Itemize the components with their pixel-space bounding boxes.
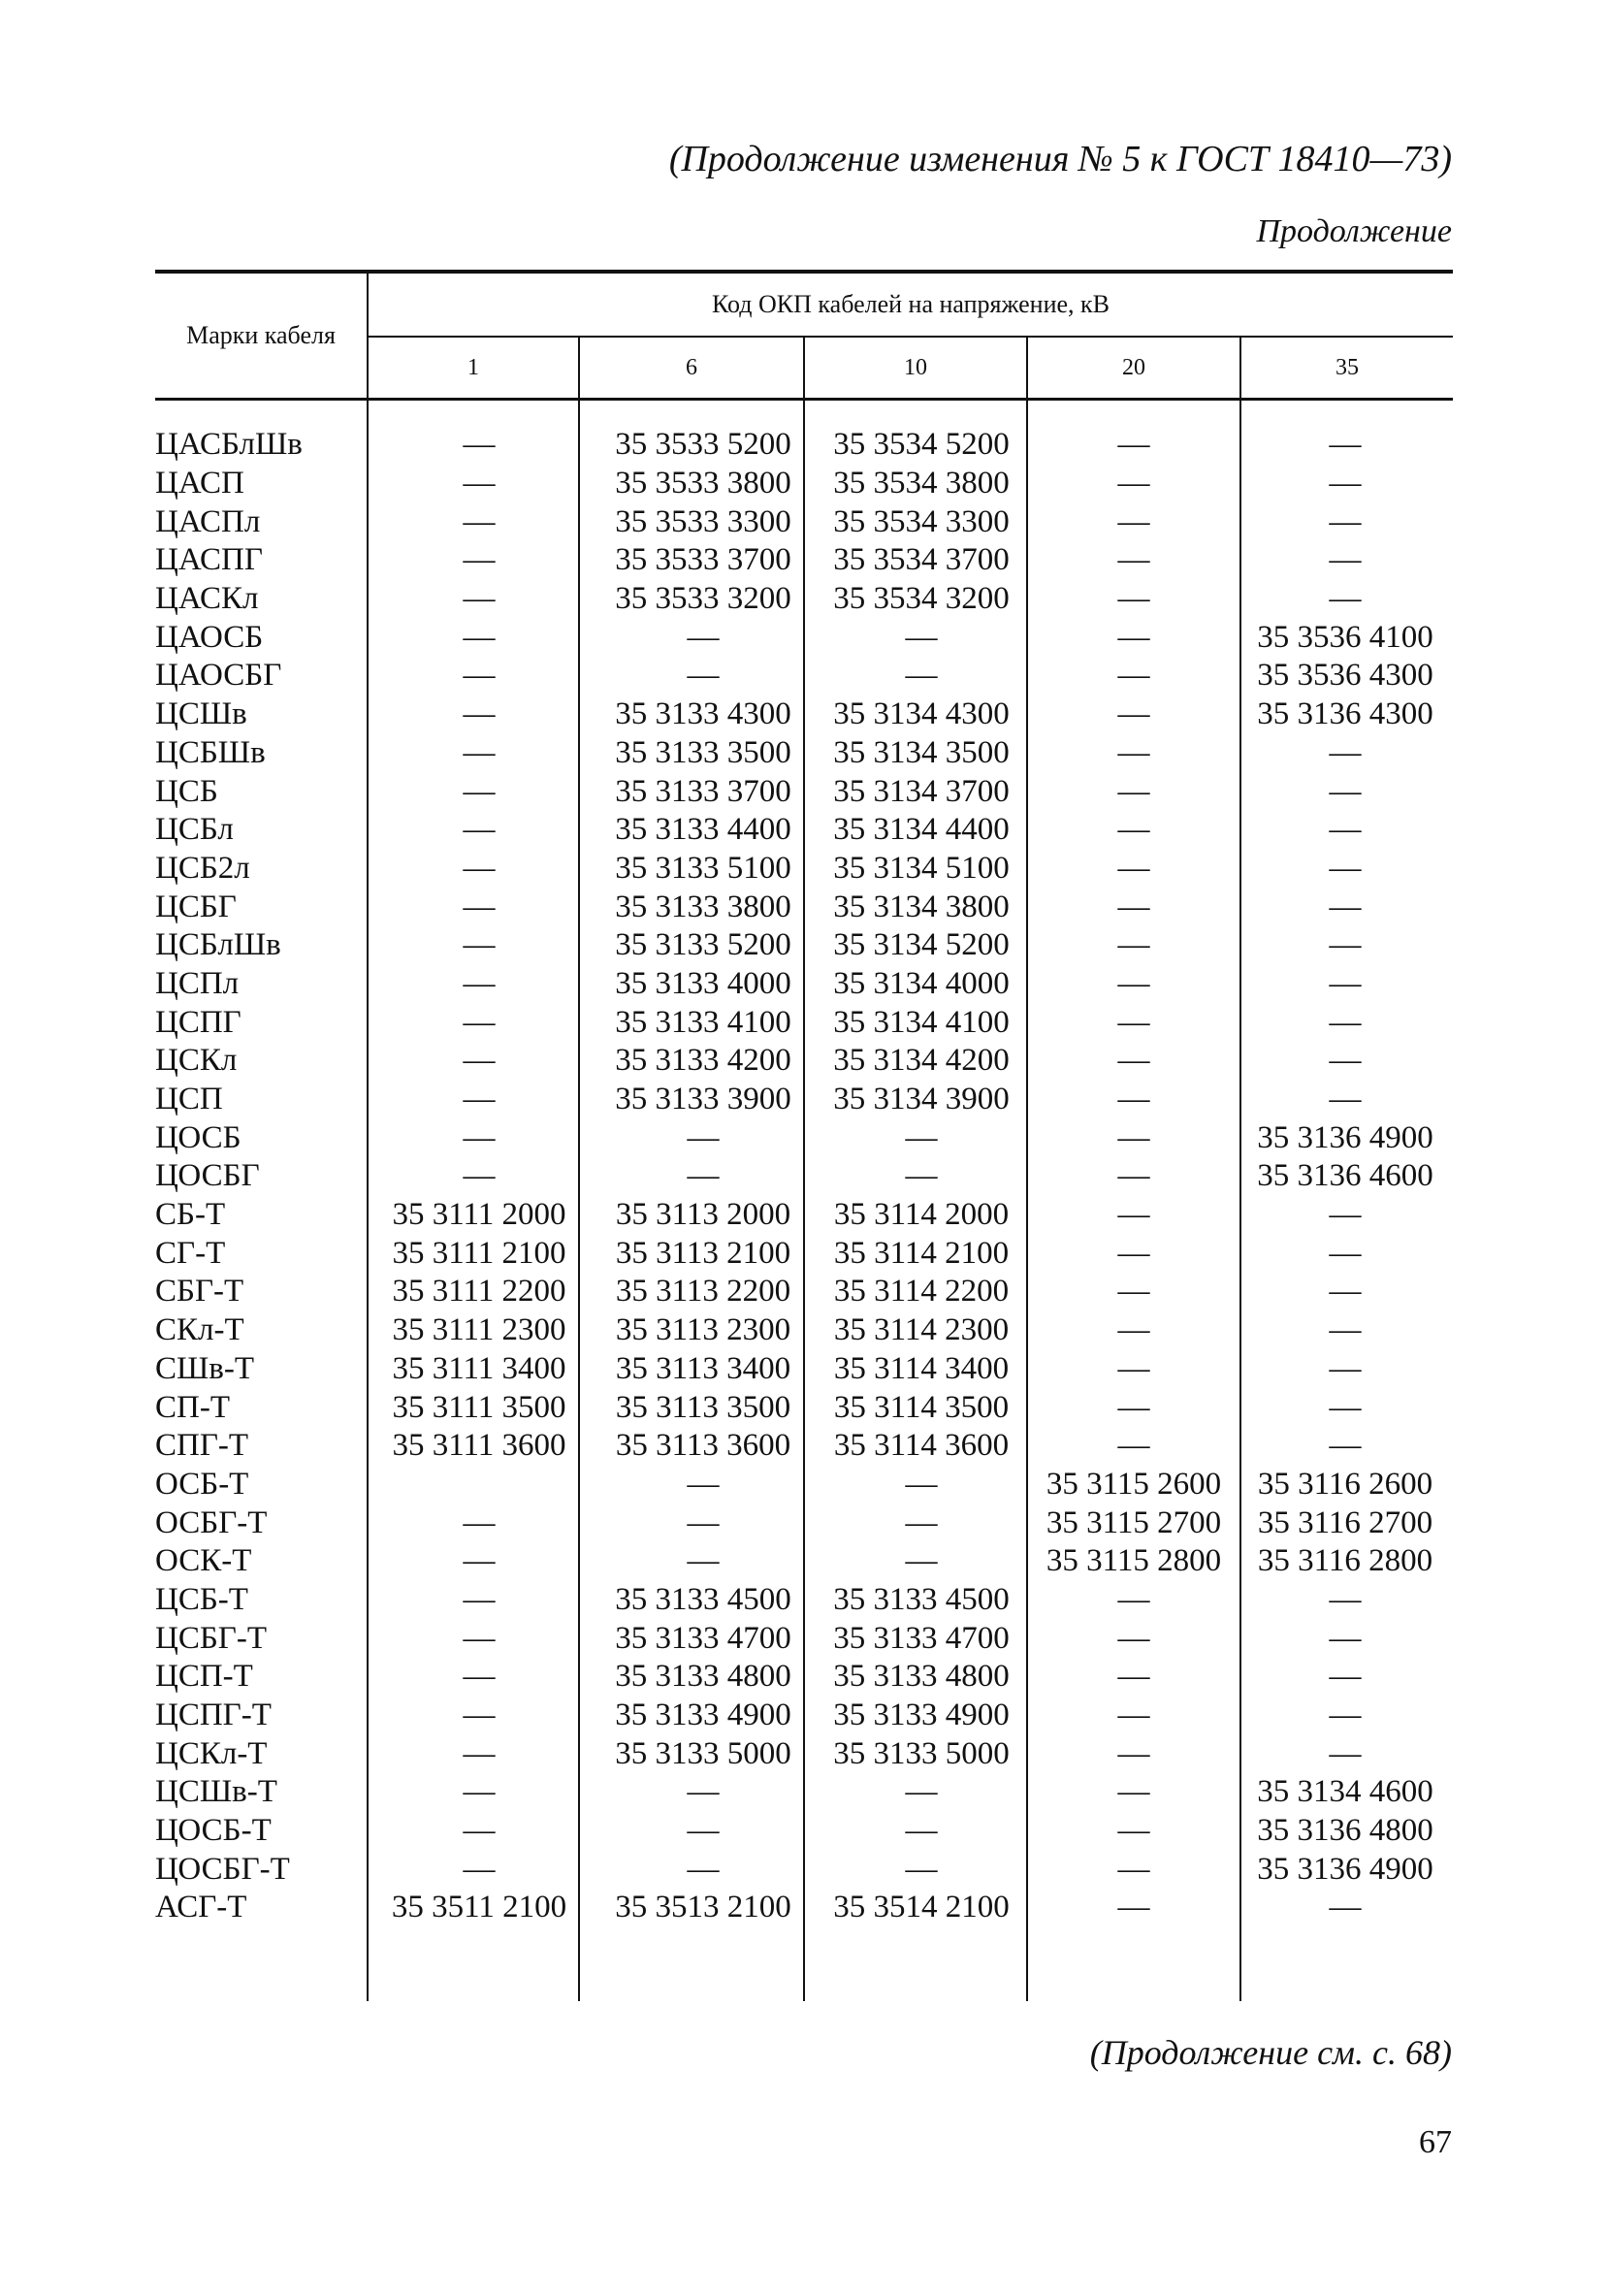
okp-code-6kv: 35 3133 3500 xyxy=(615,734,791,770)
okp-code-1kv: — xyxy=(463,1119,496,1155)
okp-code-35kv: — xyxy=(1329,1428,1362,1464)
okp-code-35kv: 35 3136 4300 xyxy=(1257,696,1433,732)
voltage-header-20: 20 xyxy=(1122,354,1145,380)
cable-brand: ЦСБ xyxy=(155,773,218,809)
okp-code-10kv: 35 3534 3300 xyxy=(833,503,1010,539)
okp-code-10kv: — xyxy=(905,1158,938,1194)
okp-code-10kv: 35 3133 4800 xyxy=(833,1659,1010,1695)
okp-code-1kv: — xyxy=(463,965,496,1001)
okp-code-35kv: — xyxy=(1329,812,1362,848)
cable-brand: СШв-Т xyxy=(155,1350,255,1386)
okp-code-20kv: — xyxy=(1117,503,1150,539)
okp-code-6kv: 35 3533 3200 xyxy=(615,581,791,617)
okp-code-1kv: — xyxy=(463,658,496,694)
okp-code-20kv: — xyxy=(1117,812,1150,848)
cable-brand: СБ-Т xyxy=(155,1197,226,1233)
okp-code-6kv: 35 3513 2100 xyxy=(615,1890,791,1925)
okp-code-20kv: — xyxy=(1117,696,1150,732)
okp-code-35kv: — xyxy=(1329,1735,1362,1771)
okp-code-35kv: — xyxy=(1329,773,1362,809)
okp-code-6kv: — xyxy=(687,1543,720,1579)
okp-code-35kv: — xyxy=(1329,503,1362,539)
okp-code-35kv: — xyxy=(1329,734,1362,770)
cable-brand: СПГ-Т xyxy=(155,1428,249,1464)
okp-code-6kv: 35 3133 3800 xyxy=(615,889,791,924)
okp-code-1kv: — xyxy=(463,1735,496,1771)
okp-code-10kv: 35 3114 2000 xyxy=(833,1197,1010,1233)
cable-brand: ЦАОСБ xyxy=(155,619,264,655)
okp-code-20kv: — xyxy=(1117,1350,1150,1386)
cable-brand: ЦАСП xyxy=(155,466,244,501)
okp-code-20kv: — xyxy=(1117,1082,1150,1117)
okp-code-table xyxy=(155,270,1453,2001)
okp-code-35kv: — xyxy=(1329,965,1362,1001)
okp-code-20kv: — xyxy=(1117,581,1150,617)
okp-code-10kv: 35 3134 3700 xyxy=(833,773,1010,809)
okp-code-1kv: 35 3111 2000 xyxy=(392,1197,566,1233)
okp-code-35kv: — xyxy=(1329,1274,1362,1310)
okp-code-6kv: — xyxy=(687,1466,720,1502)
cable-brand: ЦСШв-Т xyxy=(155,1774,277,1810)
okp-code-1kv: — xyxy=(463,503,496,539)
okp-code-10kv: 35 3134 4300 xyxy=(833,696,1010,732)
okp-code-6kv: 35 3133 4800 xyxy=(615,1659,791,1695)
okp-code-10kv: 35 3534 5200 xyxy=(833,427,1010,463)
okp-code-20kv: — xyxy=(1117,1659,1150,1695)
okp-code-35kv: — xyxy=(1329,427,1362,463)
okp-code-20kv: — xyxy=(1117,1043,1150,1079)
okp-code-6kv: 35 3133 3900 xyxy=(615,1082,791,1117)
okp-code-20kv: — xyxy=(1117,619,1150,655)
column-divider xyxy=(367,401,369,2001)
okp-code-6kv: 35 3533 5200 xyxy=(615,427,791,463)
okp-code-1kv: — xyxy=(463,581,496,617)
table-header xyxy=(155,270,1453,401)
okp-code-6kv: — xyxy=(687,1504,720,1540)
column-divider xyxy=(578,401,580,2001)
okp-code-1kv: — xyxy=(463,734,496,770)
okp-code-20kv: — xyxy=(1117,889,1150,924)
cable-brand: ОСБ-Т xyxy=(155,1466,249,1502)
okp-code-35kv: — xyxy=(1329,1581,1362,1617)
okp-code-20kv: — xyxy=(1117,1004,1150,1040)
okp-code-35kv: — xyxy=(1329,1350,1362,1386)
okp-code-35kv: 35 3536 4100 xyxy=(1257,619,1433,655)
okp-code-20kv: — xyxy=(1117,542,1150,578)
okp-code-1kv: 35 3111 2200 xyxy=(392,1274,566,1310)
okp-code-1kv: — xyxy=(463,1851,496,1887)
okp-code-1kv: — xyxy=(463,1043,496,1079)
okp-code-1kv: 35 3111 2300 xyxy=(392,1312,566,1348)
column-divider xyxy=(1239,401,1241,2001)
okp-code-1kv: 35 3111 3400 xyxy=(392,1350,566,1386)
okp-code-1kv: — xyxy=(463,1581,496,1617)
okp-code-10kv: 35 3514 2100 xyxy=(833,1890,1010,1925)
okp-code-6kv: 35 3113 3400 xyxy=(615,1350,791,1386)
okp-code-6kv: 35 3133 5000 xyxy=(615,1735,791,1771)
cable-brand: ОСБГ-Т xyxy=(155,1504,268,1540)
okp-code-35kv: 35 3136 4800 xyxy=(1257,1813,1433,1849)
okp-code-20kv: — xyxy=(1117,850,1150,886)
okp-code-35kv: 35 3136 4900 xyxy=(1257,1119,1433,1155)
okp-code-6kv: — xyxy=(687,1158,720,1194)
okp-code-20kv: — xyxy=(1117,1119,1150,1155)
okp-code-35kv: — xyxy=(1329,1082,1362,1117)
okp-code-1kv: — xyxy=(463,1659,496,1695)
okp-code-20kv: 35 3115 2600 xyxy=(1046,1466,1222,1502)
okp-code-1kv: — xyxy=(463,1158,496,1194)
okp-code-35kv: — xyxy=(1329,1698,1362,1733)
okp-code-35kv: — xyxy=(1329,889,1362,924)
okp-code-35kv: — xyxy=(1329,466,1362,501)
okp-code-6kv: 35 3533 3300 xyxy=(615,503,791,539)
okp-code-1kv: 35 3111 3500 xyxy=(392,1389,566,1425)
cable-brand: ЦАСПл xyxy=(155,503,261,539)
okp-code-20kv: — xyxy=(1117,965,1150,1001)
column-divider xyxy=(1026,401,1028,2001)
okp-code-6kv: 35 3113 3600 xyxy=(615,1428,791,1464)
okp-code-35kv: — xyxy=(1329,581,1362,617)
okp-code-20kv: — xyxy=(1117,1312,1150,1348)
okp-code-1kv: — xyxy=(463,1774,496,1810)
cable-brand: ЦОСБГ xyxy=(155,1158,260,1194)
okp-code-1kv: — xyxy=(463,619,496,655)
cable-brand: ЦОСБГ-Т xyxy=(155,1851,290,1887)
okp-code-35kv: — xyxy=(1329,1197,1362,1233)
okp-code-10kv: 35 3134 3900 xyxy=(833,1082,1010,1117)
okp-code-20kv: — xyxy=(1117,1274,1150,1310)
cable-brand: СГ-Т xyxy=(155,1235,226,1271)
okp-code-20kv: — xyxy=(1117,427,1150,463)
okp-code-20kv: — xyxy=(1117,658,1150,694)
okp-code-10kv: 35 3534 3700 xyxy=(833,542,1010,578)
cable-brand: ЦАСКл xyxy=(155,581,259,617)
okp-code-1kv: — xyxy=(463,427,496,463)
amendment-note: (Продолжение изменения № 5 к ГОСТ 18410—73) xyxy=(668,139,1452,179)
okp-code-10kv: 35 3114 3600 xyxy=(833,1428,1010,1464)
cable-brand: СКл-Т xyxy=(155,1312,244,1348)
cable-brand: ЦОСБ-Т xyxy=(155,1813,272,1849)
okp-code-1kv: — xyxy=(463,696,496,732)
okp-code-35kv: — xyxy=(1329,1312,1362,1348)
okp-code-6kv: 35 3133 4700 xyxy=(615,1620,791,1656)
okp-code-10kv: — xyxy=(905,619,938,655)
okp-code-10kv: — xyxy=(905,1851,938,1887)
okp-code-6kv: 35 3113 2200 xyxy=(615,1274,791,1310)
cable-brand: ЦСБ2л xyxy=(155,850,250,886)
okp-code-6kv: 35 3533 3700 xyxy=(615,542,791,578)
cable-brand: ЦСБл xyxy=(155,812,234,848)
okp-code-35kv: — xyxy=(1329,1890,1362,1925)
okp-code-1kv: — xyxy=(463,1620,496,1656)
cable-brand: ЦАСБлШв xyxy=(155,427,303,463)
okp-code-10kv: 35 3134 4400 xyxy=(833,812,1010,848)
okp-code-20kv: — xyxy=(1117,1851,1150,1887)
okp-code-10kv: 35 3133 4500 xyxy=(833,1581,1010,1617)
okp-code-20kv: 35 3115 2700 xyxy=(1046,1504,1222,1540)
okp-code-10kv: — xyxy=(905,1119,938,1155)
okp-code-6kv: 35 3133 4100 xyxy=(615,1004,791,1040)
cable-brand: ЦСКл xyxy=(155,1043,238,1079)
okp-code-1kv: 35 3111 3600 xyxy=(392,1428,566,1464)
cable-brand: ЦСПл xyxy=(155,965,240,1001)
cable-brand: СП-Т xyxy=(155,1389,230,1425)
voltage-header-1: 1 xyxy=(467,354,479,380)
okp-code-35kv: — xyxy=(1329,1389,1362,1425)
cable-brand: ЦСПГ xyxy=(155,1004,241,1040)
okp-code-10kv: 35 3534 3200 xyxy=(833,581,1010,617)
okp-code-6kv: 35 3133 4900 xyxy=(615,1698,791,1733)
okp-code-6kv: — xyxy=(687,1851,720,1887)
okp-code-6kv: 35 3133 5100 xyxy=(615,850,791,886)
okp-code-6kv: — xyxy=(687,658,720,694)
okp-code-35kv: — xyxy=(1329,1043,1362,1079)
okp-code-1kv: — xyxy=(463,1082,496,1117)
cable-brand: ЦСБГ-Т xyxy=(155,1620,268,1656)
cable-brand: ЦОСБ xyxy=(155,1119,241,1155)
okp-code-10kv: 35 3134 4100 xyxy=(833,1004,1010,1040)
okp-code-10kv: 35 3114 3500 xyxy=(833,1389,1010,1425)
okp-code-10kv: — xyxy=(905,1774,938,1810)
okp-code-35kv: — xyxy=(1329,1004,1362,1040)
okp-code-20kv: — xyxy=(1117,1735,1150,1771)
okp-code-35kv: — xyxy=(1329,1235,1362,1271)
cable-brand: ЦАСПГ xyxy=(155,542,263,578)
okp-code-10kv: 35 3133 4900 xyxy=(833,1698,1010,1733)
column-divider xyxy=(803,401,805,2001)
okp-code-10kv: 35 3133 4700 xyxy=(833,1620,1010,1656)
okp-code-6kv: 35 3113 2100 xyxy=(615,1235,791,1271)
okp-code-10kv: 35 3534 3800 xyxy=(833,466,1010,501)
okp-code-1kv: — xyxy=(463,850,496,886)
okp-code-10kv: 35 3114 2200 xyxy=(833,1274,1010,1310)
okp-code-20kv: — xyxy=(1117,1389,1150,1425)
okp-code-10kv: 35 3134 4000 xyxy=(833,965,1010,1001)
okp-code-20kv: — xyxy=(1117,1813,1150,1849)
okp-code-35kv: — xyxy=(1329,1659,1362,1695)
okp-code-1kv: 35 3111 2100 xyxy=(392,1235,566,1271)
okp-code-35kv: 35 3136 4600 xyxy=(1257,1158,1433,1194)
continuation-label: Продолжение xyxy=(1256,213,1452,249)
okp-code-10kv: 35 3134 5100 xyxy=(833,850,1010,886)
cable-brand: АСГ-Т xyxy=(155,1890,247,1925)
okp-code-1kv: 35 3511 2100 xyxy=(391,1890,567,1925)
okp-code-20kv: — xyxy=(1117,1581,1150,1617)
okp-code-1kv: — xyxy=(463,1504,496,1540)
okp-code-1kv: — xyxy=(463,812,496,848)
okp-code-35kv: 35 3134 4600 xyxy=(1257,1774,1433,1810)
okp-code-6kv: 35 3133 4400 xyxy=(615,812,791,848)
cable-brand: ЦСБ-Т xyxy=(155,1581,248,1617)
okp-code-6kv: 35 3533 3800 xyxy=(615,466,791,501)
okp-code-35kv: 35 3536 4300 xyxy=(1257,658,1433,694)
brand-column-header: Марки кабеля xyxy=(186,321,336,349)
okp-code-35kv: — xyxy=(1329,850,1362,886)
okp-code-10kv: 35 3114 2100 xyxy=(833,1235,1010,1271)
continued-on-note: (Продолжение см. с. 68) xyxy=(1089,2033,1452,2072)
okp-code-1kv: — xyxy=(463,889,496,924)
okp-code-10kv: — xyxy=(905,1813,938,1849)
okp-code-6kv: — xyxy=(687,1119,720,1155)
cable-brand: ЦСПГ-Т xyxy=(155,1698,272,1733)
okp-code-35kv: 35 3116 2700 xyxy=(1257,1504,1433,1540)
okp-code-35kv: 35 3116 2800 xyxy=(1257,1543,1433,1579)
okp-code-35kv: — xyxy=(1329,542,1362,578)
okp-code-20kv: — xyxy=(1117,927,1150,963)
okp-code-6kv: 35 3113 3500 xyxy=(615,1389,791,1425)
okp-code-10kv: — xyxy=(905,658,938,694)
okp-code-20kv: — xyxy=(1117,1428,1150,1464)
okp-code-20kv: — xyxy=(1117,1890,1150,1925)
cable-brand: ЦСШв xyxy=(155,696,247,732)
okp-code-20kv: — xyxy=(1117,1698,1150,1733)
cable-brand: ЦАОСБГ xyxy=(155,658,282,694)
voltage-group-header: Код ОКП кабелей на напряжение, кВ xyxy=(369,274,1453,338)
okp-code-6kv: 35 3133 3700 xyxy=(615,773,791,809)
okp-code-6kv: — xyxy=(687,1774,720,1810)
okp-code-20kv: — xyxy=(1117,1197,1150,1233)
okp-code-20kv: — xyxy=(1117,773,1150,809)
okp-code-10kv: 35 3114 3400 xyxy=(833,1350,1010,1386)
okp-code-1kv: — xyxy=(463,1698,496,1733)
okp-code-20kv: — xyxy=(1117,1620,1150,1656)
okp-code-1kv: — xyxy=(463,1543,496,1579)
okp-code-10kv: — xyxy=(905,1504,938,1540)
cable-brand: ЦСП-Т xyxy=(155,1659,253,1695)
voltage-header-6: 6 xyxy=(686,354,697,380)
okp-code-1kv: — xyxy=(463,773,496,809)
okp-code-10kv: — xyxy=(905,1543,938,1579)
okp-code-6kv: — xyxy=(687,619,720,655)
cable-brand: ЦСБШв xyxy=(155,734,266,770)
okp-code-20kv: — xyxy=(1117,466,1150,501)
okp-code-6kv: 35 3133 4200 xyxy=(615,1043,791,1079)
voltage-header-35: 35 xyxy=(1335,354,1359,380)
okp-code-6kv: 35 3133 4500 xyxy=(615,1581,791,1617)
cable-brand: ЦСКл-Т xyxy=(155,1735,268,1771)
okp-code-6kv: 35 3133 4300 xyxy=(615,696,791,732)
okp-code-10kv: 35 3134 3500 xyxy=(833,734,1010,770)
okp-code-10kv: 35 3134 5200 xyxy=(833,927,1010,963)
okp-code-35kv: 35 3136 4900 xyxy=(1257,1851,1433,1887)
okp-code-1kv: — xyxy=(463,1004,496,1040)
cable-brand: ОСК-Т xyxy=(155,1543,252,1579)
okp-code-20kv: — xyxy=(1117,1158,1150,1194)
okp-code-6kv: 35 3113 2000 xyxy=(615,1197,791,1233)
okp-code-6kv: 35 3113 2300 xyxy=(615,1312,791,1348)
okp-code-20kv: — xyxy=(1117,734,1150,770)
okp-code-20kv: — xyxy=(1117,1774,1150,1810)
okp-code-6kv: — xyxy=(687,1813,720,1849)
okp-code-1kv: — xyxy=(463,542,496,578)
okp-code-10kv: — xyxy=(905,1466,938,1502)
okp-code-1kv: — xyxy=(463,927,496,963)
cable-brand: ЦСБГ xyxy=(155,889,237,924)
okp-code-1kv: — xyxy=(463,466,496,501)
cable-brand: ЦСП xyxy=(155,1082,223,1117)
page-number: 67 xyxy=(1419,2124,1452,2160)
okp-code-35kv: — xyxy=(1329,1620,1362,1656)
okp-code-10kv: 35 3134 3800 xyxy=(833,889,1010,924)
okp-code-35kv: 35 3116 2600 xyxy=(1257,1466,1433,1502)
okp-code-6kv: 35 3133 5200 xyxy=(615,927,791,963)
okp-code-1kv: — xyxy=(463,1813,496,1849)
table-body xyxy=(155,401,1453,2001)
okp-code-10kv: 35 3133 5000 xyxy=(833,1735,1010,1771)
okp-code-10kv: 35 3134 4200 xyxy=(833,1043,1010,1079)
okp-code-20kv: — xyxy=(1117,1235,1150,1271)
okp-code-10kv: 35 3114 2300 xyxy=(833,1312,1010,1348)
okp-code-6kv: 35 3133 4000 xyxy=(615,965,791,1001)
voltage-header-10: 10 xyxy=(904,354,927,380)
okp-code-20kv: 35 3115 2800 xyxy=(1046,1543,1222,1579)
cable-brand: СБГ-Т xyxy=(155,1274,244,1310)
cable-brand: ЦСБлШв xyxy=(155,927,281,963)
okp-code-35kv: — xyxy=(1329,927,1362,963)
